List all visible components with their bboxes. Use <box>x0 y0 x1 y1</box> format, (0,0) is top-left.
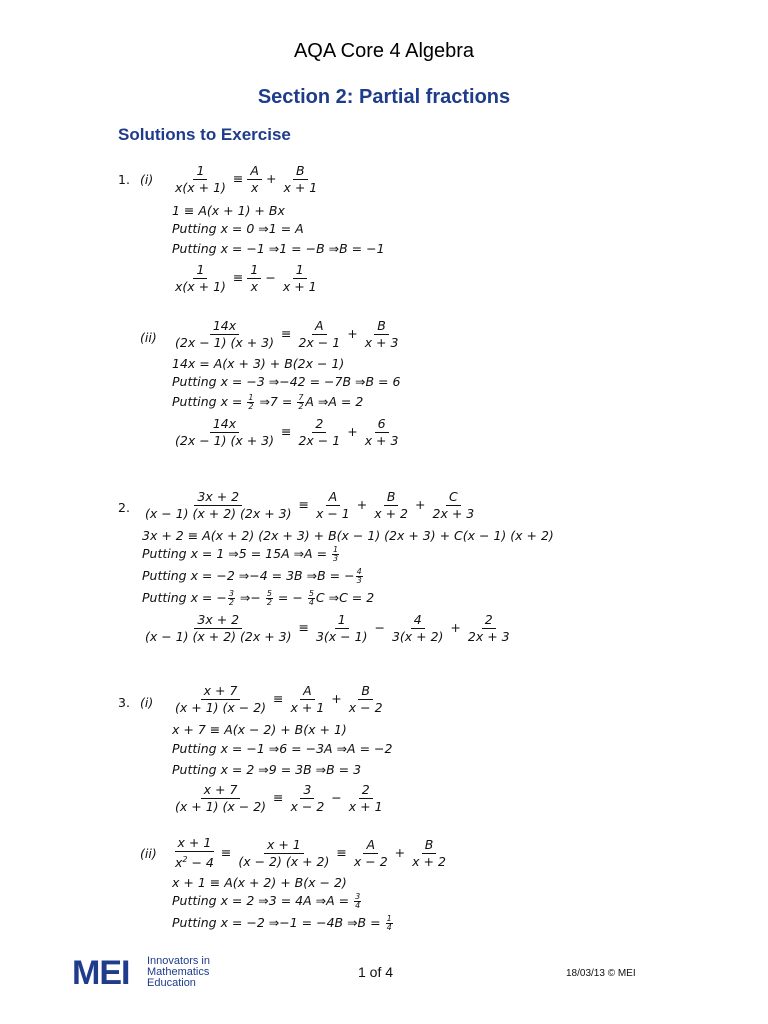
question-3-part-ii: (ii) <box>140 846 157 861</box>
q3ii-putting-1: Putting x = 2 ⇒3 = 4A ⇒A = $\frac{3}{4}$ <box>172 892 361 910</box>
q2-putting-1: Putting x = 1 ⇒5 = 15A ⇒A = $\frac{1}{3}$ <box>142 545 339 563</box>
q1i-putting-1: Putting x = 0 ⇒1 = A <box>172 221 304 236</box>
section-title: Section 2: Partial fractions <box>257 86 511 108</box>
mei-logo-text: Innovators in Mathematics Education <box>147 955 210 989</box>
q1i-identity: $\frac{1}{x(x + 1)}$ ≡ $\frac{A}{x}$ + $\frac{B}{x + 1}$ <box>175 163 318 195</box>
q3i-putting-2: Putting x = 2 ⇒9 = 3B ⇒B = 3 <box>172 762 362 777</box>
q1ii-identity: $\frac{14x}{(2x - 1) (x + 3)}$ ≡ $\frac{A}{2x - 1}$ + $\frac{B}{x + 3}$ <box>175 318 399 350</box>
q3ii-identity: $\frac{x + 1}{x^2 - 4}$ ≡ $\frac{x + 1}{(x - 2) (x + 2)}$ ≡ $\frac{A}{x - 2}$ + $\frac{B}{x + 2}$ <box>175 835 446 871</box>
q1ii-putting-2: Putting x = $\frac{1}{2}$ ⇒7 = $\frac{7}{2}$ A ⇒A = 2 <box>172 393 364 411</box>
q2-putting-2: Putting x = −2 ⇒−4 = 3B ⇒B = − $\frac{4}{3}$ <box>142 567 362 585</box>
q3ii-putting-2: Putting x = −2 ⇒−1 = −4B ⇒B = $\frac{1}{4}$ <box>172 914 392 932</box>
solutions-heading: Solutions to Exercise <box>118 125 291 144</box>
q1i-result: $\frac{1}{x(x + 1)}$ ≡ $\frac{1}{x}$ − $\frac{1}{x + 1}$ <box>175 262 317 294</box>
q1ii-equation: 14x = A(x + 3) + B(2x − 1) <box>172 356 345 371</box>
q3i-identity: $\frac{x + 7}{(x + 1) (x - 2)}$ ≡ $\frac{A}{x + 1}$ + $\frac{B}{x - 2}$ <box>175 683 383 715</box>
q3i-putting-1: Putting x = −1 ⇒6 = −3A ⇒A = −2 <box>172 741 393 756</box>
page-number: 1 of 4 <box>358 964 394 980</box>
q1i-putting-2: Putting x = −1 ⇒1 = −B ⇒B = −1 <box>172 241 385 256</box>
question-1-part-ii: (ii) <box>140 330 157 345</box>
q2-identity: $\frac{3x + 2}{(x - 1) (x + 2) (2x + 3)}$ ≡ $\frac{A}{x - 1}$ + $\frac{B}{x + 2}$ + $\frac{C}{2x + 3}$ <box>145 489 475 521</box>
q3i-result: $\frac{x + 7}{(x + 1) (x - 2)}$ ≡ $\frac{3}{x - 2}$ − $\frac{2}{x + 1}$ <box>175 782 383 814</box>
mei-logo-mark: MEI <box>72 954 130 992</box>
question-1-number: 1. <box>118 172 130 187</box>
q1ii-putting-1: Putting x = −3 ⇒−42 = −7B ⇒B = 6 <box>172 374 401 389</box>
q2-equation: 3x + 2 ≡ A(x + 2) (2x + 3) + B(x − 1) (2x + 3) + C(x − 1) (x + 2) <box>142 528 554 543</box>
question-3-number: 3. <box>118 695 130 710</box>
q2-result: $\frac{3x + 2}{(x - 1) (x + 2) (2x + 3)}$ ≡ $\frac{1}{3(x - 1)}$ − $\frac{4}{3(x + 2)}$ + $\frac{2}{2x + 3}$ <box>145 612 510 644</box>
document-title: AQA Core 4 Algebra <box>293 40 475 62</box>
question-3-part-i: (i) <box>140 695 154 710</box>
q1ii-result: $\frac{14x}{(2x - 1) (x + 3)}$ ≡ $\frac{2}{2x - 1}$ + $\frac{6}{x + 3}$ <box>175 416 399 448</box>
question-1-part-i: (i) <box>140 172 154 187</box>
q3i-equation: x + 7 ≡ A(x − 2) + B(x + 1) <box>172 722 347 737</box>
footer-date: 18/03/13 © MEI <box>566 968 636 979</box>
q2-putting-3: Putting x = − $\frac{3}{2}$ ⇒− $\frac{5}{2}$ = − $\frac{5}{4}$ C ⇒C = 2 <box>142 589 375 607</box>
question-2-number: 2. <box>118 500 130 515</box>
q1i-equation: 1 ≡ A(x + 1) + Bx <box>172 203 285 218</box>
q3ii-equation: x + 1 ≡ A(x + 2) + B(x − 2) <box>172 875 347 890</box>
mei-logo <box>72 954 242 994</box>
